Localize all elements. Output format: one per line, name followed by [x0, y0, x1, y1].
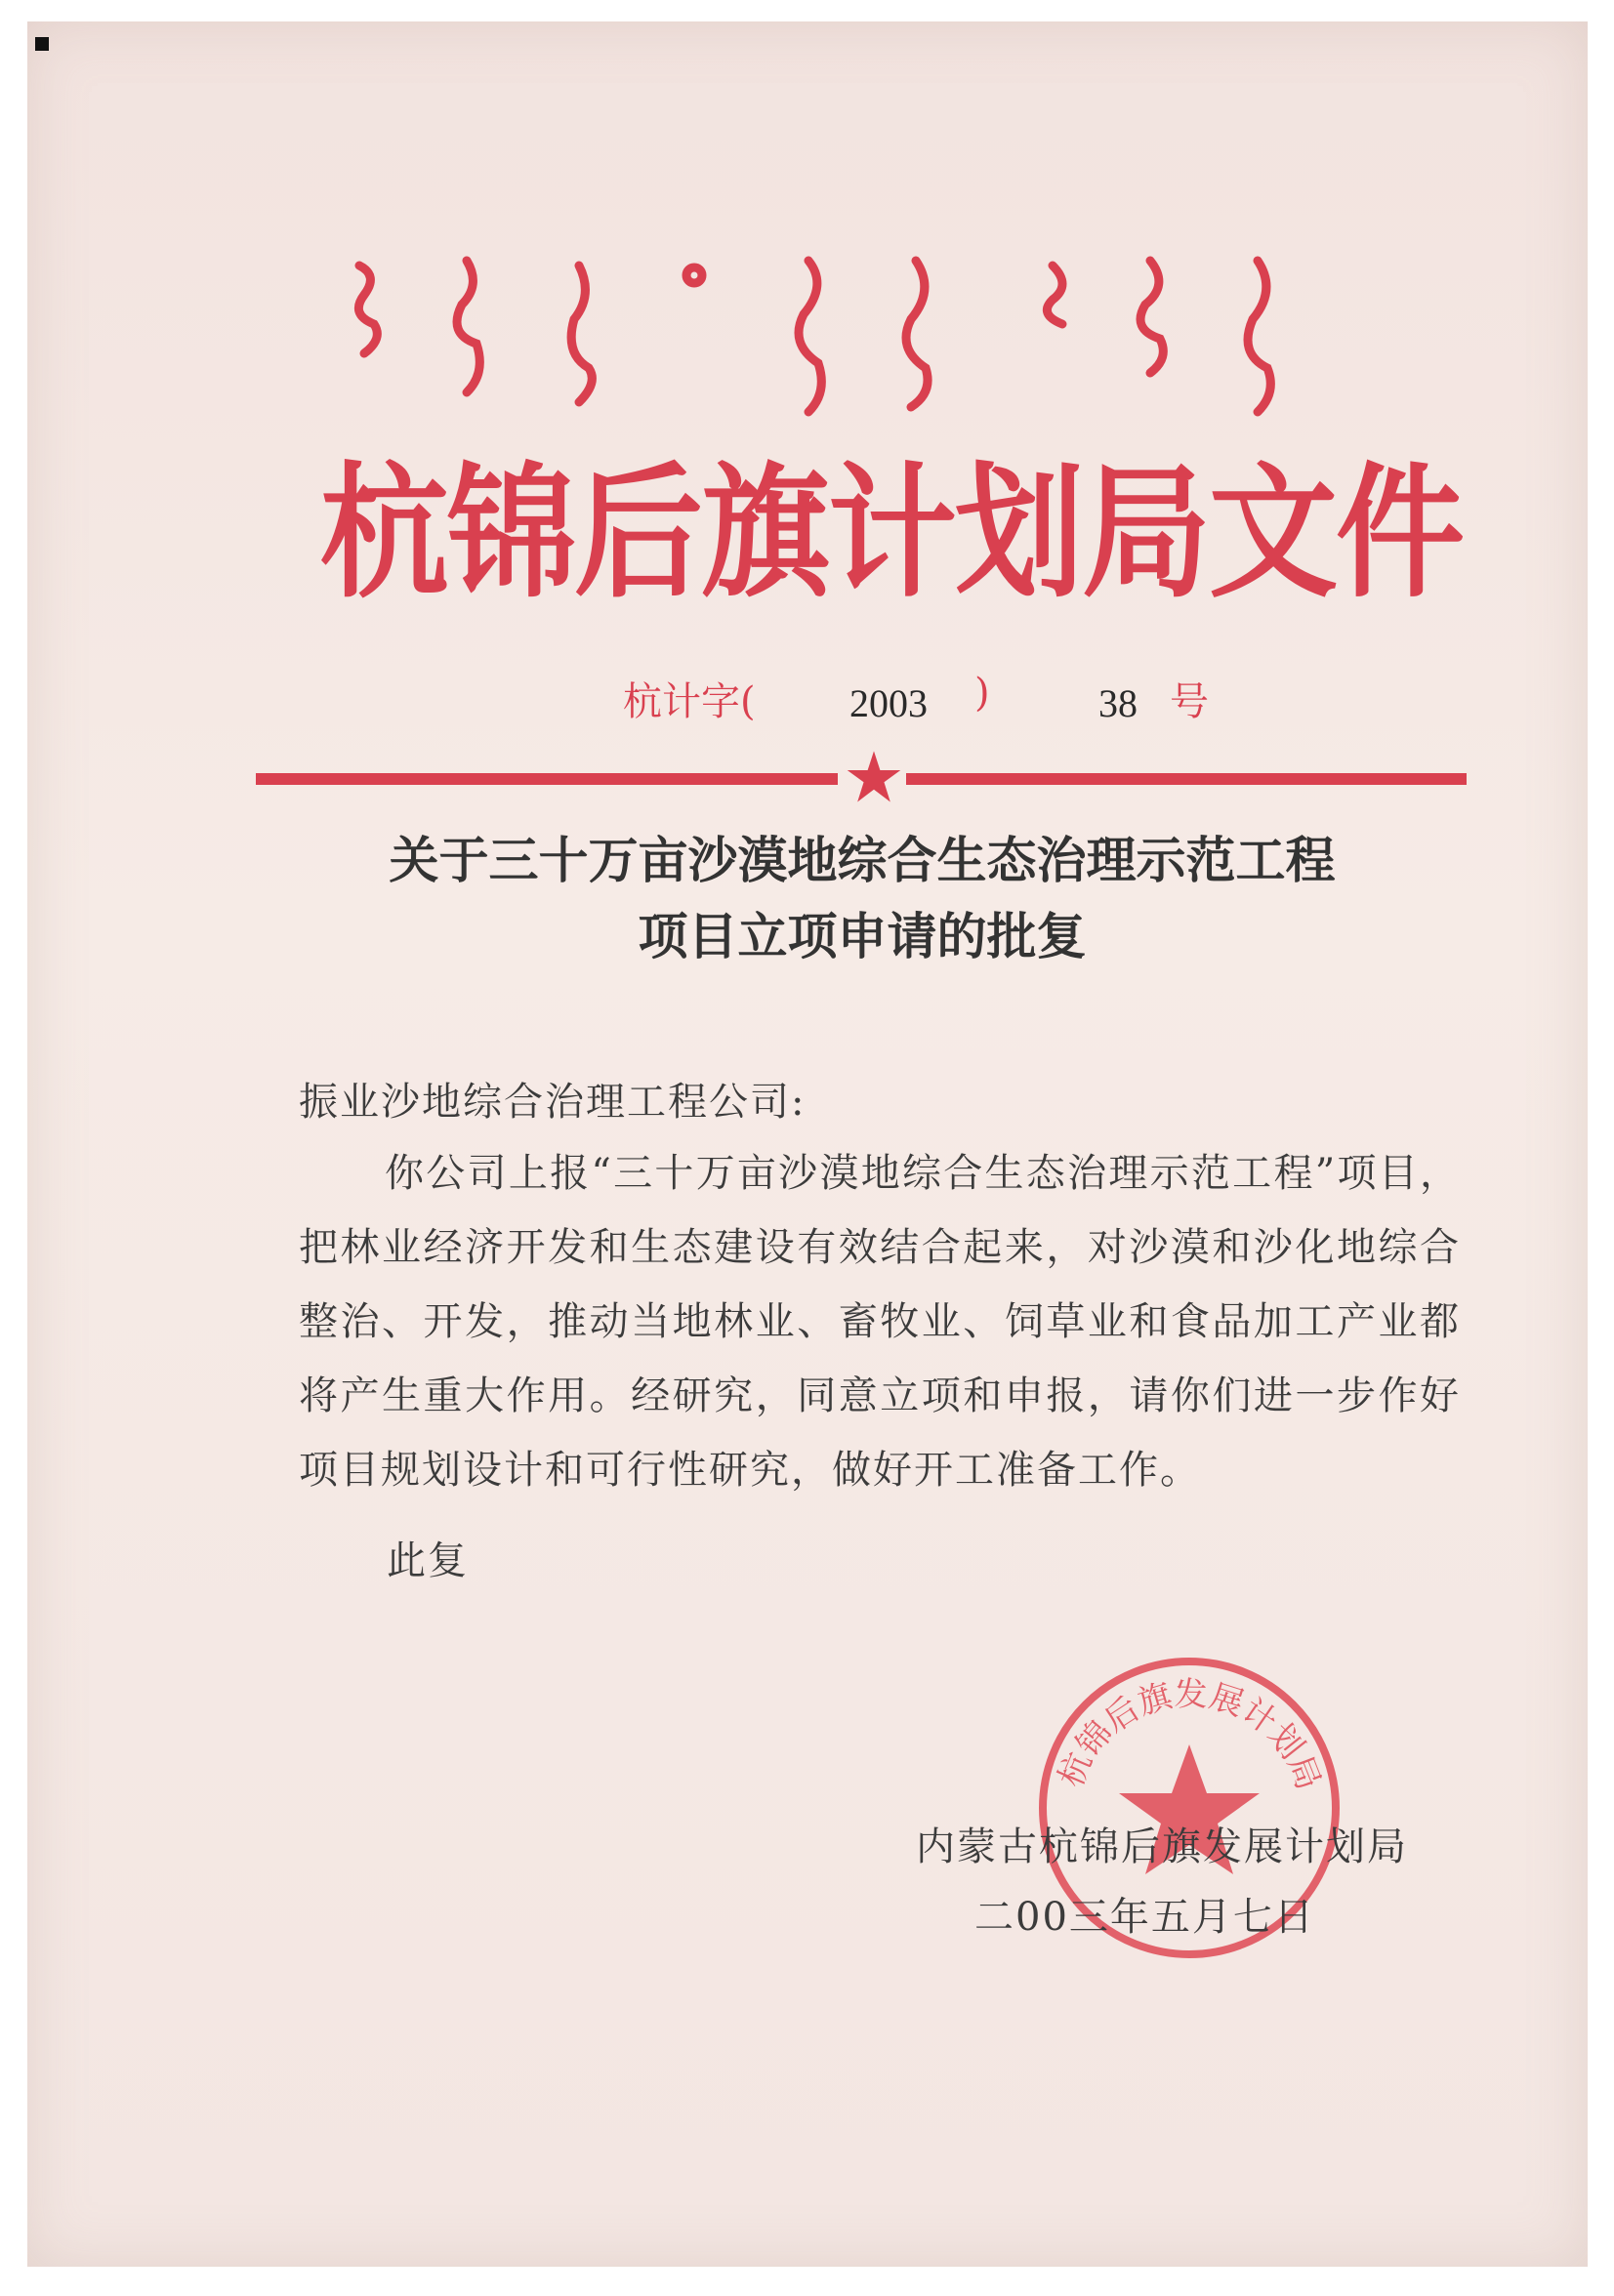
- star-icon: [846, 749, 902, 805]
- document-subject: [262, 824, 1463, 976]
- document-number: [623, 671, 1306, 729]
- svg-text:杭锦后旗发展计划局: 杭锦后旗发展计划局: [1051, 1674, 1329, 1796]
- red-rule-left: [256, 773, 838, 785]
- signing-date: 二00三年五月七日: [974, 1895, 1315, 1940]
- subject-line-1: 关于三十万亩沙漠地综合生态治理示范工程: [389, 833, 1336, 890]
- doc-number-value: 38: [1098, 681, 1138, 725]
- mongolian-script-header: [320, 246, 1443, 431]
- body-paragraph: 你公司上报“三十万亩沙漠地综合生态治理示范工程”项目，把林业经济开发和生态建设有效结合起来，对沙漠和沙化地综合整治、开发，推动当地林业、畜牧业、饲草业和食品加工产业都将产生重大作用。经研究，同意立项和申报，请你们进一步作好项目规划设计和可行性研究，做好开工准备工作。: [299, 1151, 1461, 1493]
- addressee: 振业沙地综合治理工程公司:: [299, 1080, 807, 1125]
- agency-title: 杭锦后旗计划局文件: [320, 448, 1463, 619]
- doc-number-suffix: 号: [1170, 679, 1209, 724]
- doc-number-prefix: 杭计字(: [623, 679, 756, 724]
- signing-agency: 内蒙古杭锦后旗发展计划局: [916, 1824, 1408, 1869]
- document-page: [27, 21, 1588, 2267]
- scan-corner-mark: [35, 37, 49, 51]
- red-rule-right: [906, 773, 1467, 785]
- doc-number-year: 2003: [849, 681, 928, 725]
- doc-number-close: ): [974, 671, 990, 716]
- subject-line-2: 项目立项申请的批复: [638, 909, 1087, 966]
- closing-remark: 此复: [387, 1538, 469, 1583]
